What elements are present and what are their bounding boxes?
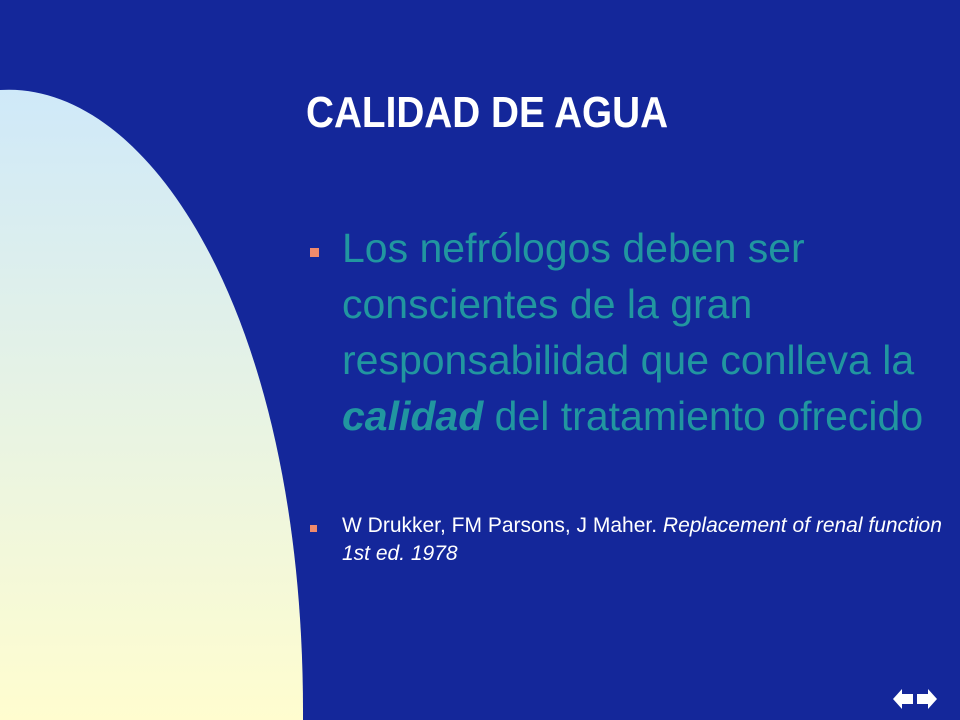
prev-next-arrows-icon[interactable] [893,688,937,710]
side-gradient-shape [0,0,320,720]
main-bullet-text-after: del tratamiento ofrecido [483,393,924,439]
bullet-marker [310,248,319,257]
slide-title: CALIDAD DE AGUA [306,88,669,137]
main-bullet-text-before: Los nefrólogos deben ser conscientes de la gran responsabilidad que conlleva la [342,225,915,383]
reference-authors: W Drukker, FM Parsons, J Maher. [342,514,663,537]
reference-work: Replacement of renal function 1st ed. 1978 [342,514,942,565]
main-bullet [342,220,942,444]
bullet-marker [310,525,317,532]
main-bullet-emphasis: calidad [342,393,484,439]
reference-bullet [342,512,942,568]
